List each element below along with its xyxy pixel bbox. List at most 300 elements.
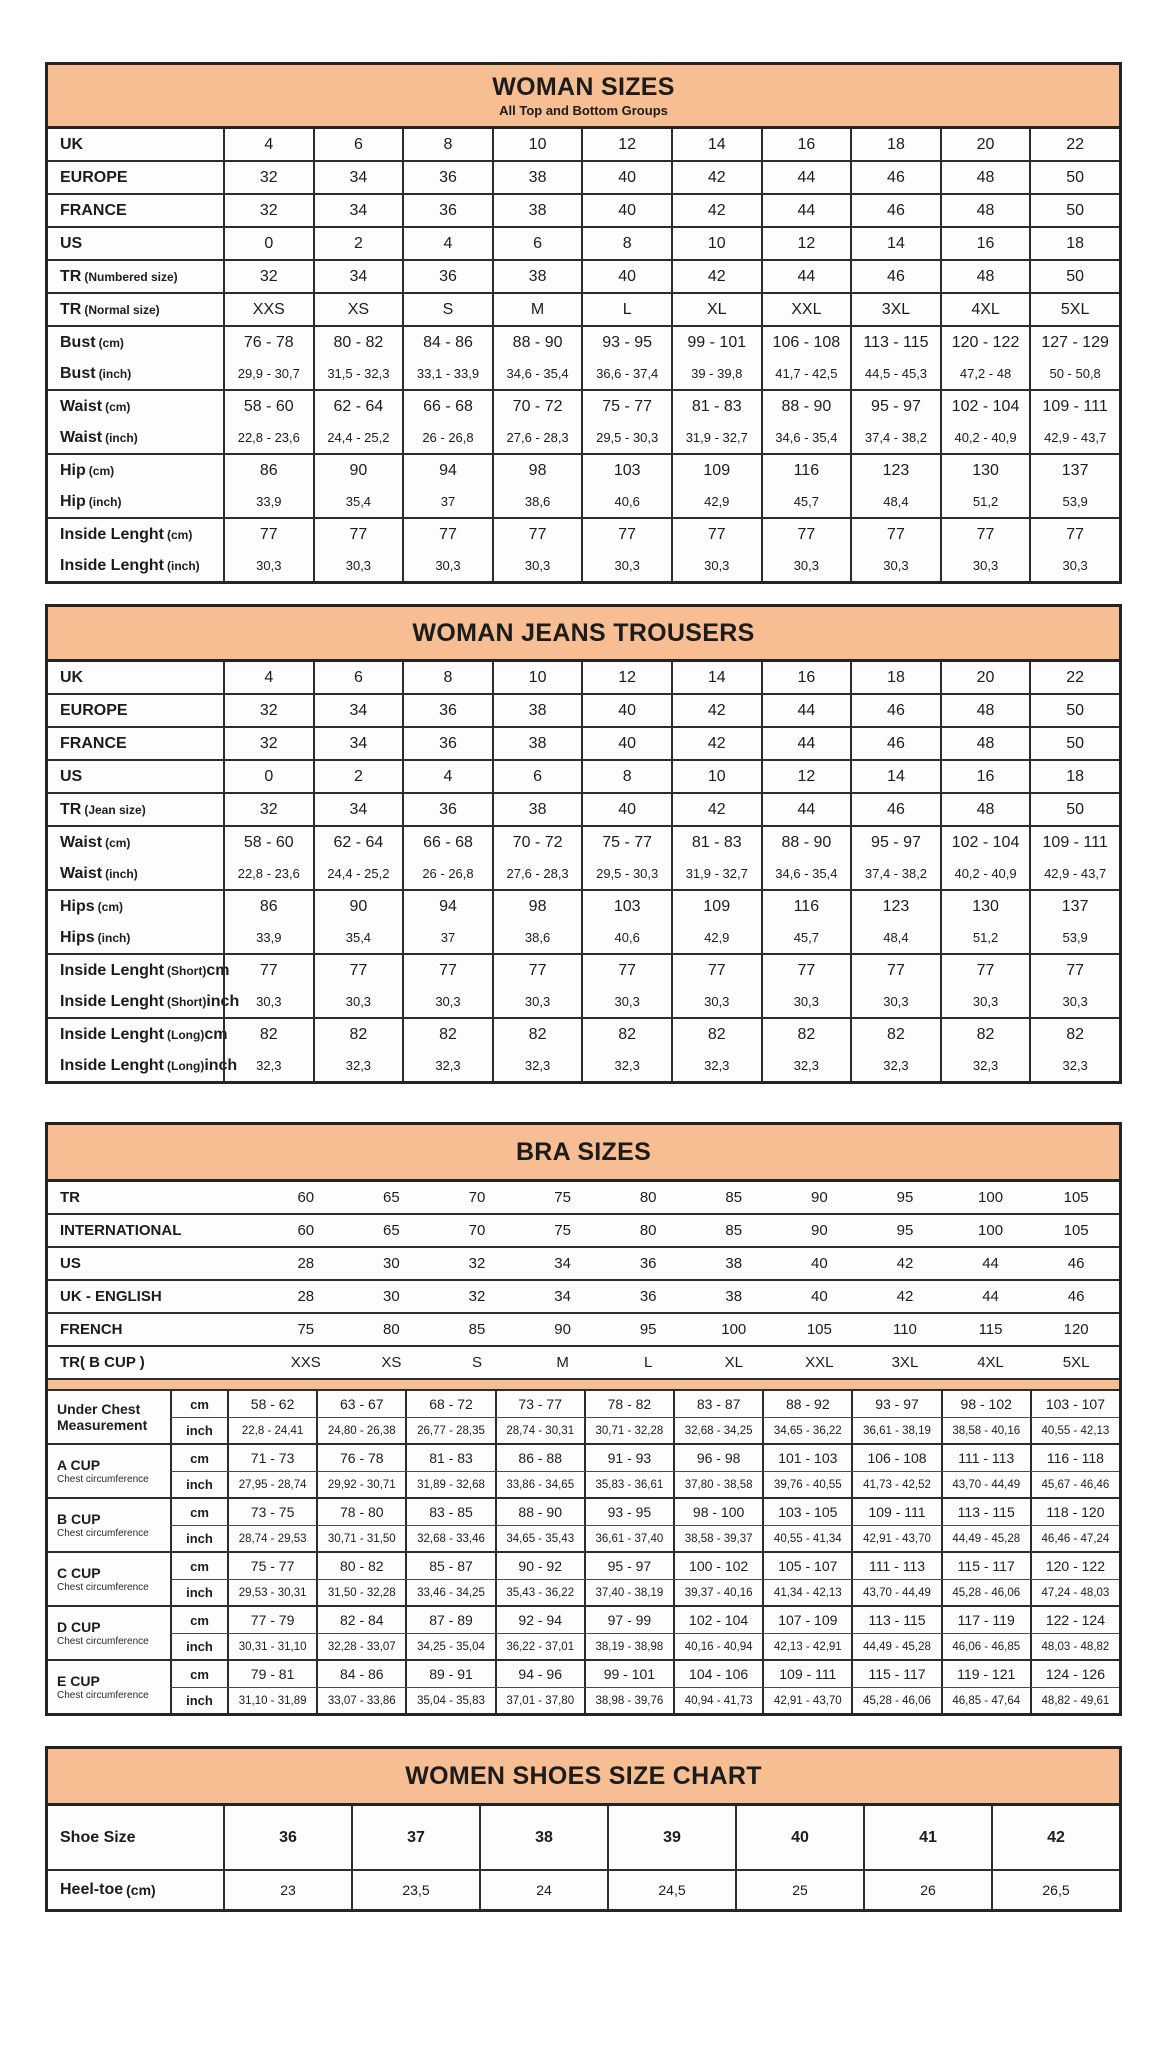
value-cell: 30,3 <box>1029 986 1119 1017</box>
row-label: US <box>60 234 83 252</box>
row-label: Hips (cm) <box>60 897 124 915</box>
value-cell: 4 <box>223 662 313 693</box>
value-cell: 53,9 <box>1029 486 1119 517</box>
value-cell: 124 - 126 <box>1030 1661 1119 1687</box>
value-cell: 82 <box>671 1019 761 1050</box>
value-cell: 16 <box>940 761 1030 792</box>
value-cell: 46,46 - 47,24 <box>1030 1526 1119 1551</box>
value-cell: 77 <box>940 519 1030 550</box>
row-group <box>48 389 1119 453</box>
value-cell: 46,85 - 47,64 <box>941 1688 1030 1713</box>
table-row <box>170 1633 1119 1659</box>
row-group <box>48 693 1119 726</box>
row-group <box>48 759 1119 792</box>
value-cell: 90 - 92 <box>495 1553 584 1579</box>
value-cell: 32,3 <box>1029 1050 1119 1081</box>
value-cell: 39 <box>607 1806 735 1869</box>
value-cell: 3XL <box>850 294 940 325</box>
value-cell: 30,3 <box>850 986 940 1017</box>
value-cell: 103 - 107 <box>1030 1391 1119 1417</box>
value-cell: 77 <box>761 955 851 986</box>
value-cell: 30,71 - 32,28 <box>584 1418 673 1443</box>
row-label: Hip (cm) <box>60 461 115 479</box>
value-cell: 22,8 - 23,6 <box>223 422 313 453</box>
value-cell: 42 <box>896 1288 914 1305</box>
value-cell: 10 <box>671 228 761 259</box>
value-cell: 83 - 85 <box>405 1499 494 1525</box>
value-cell: 36,6 - 37,4 <box>581 358 671 389</box>
value-cell: 30,3 <box>223 986 313 1017</box>
value-cell: 39,76 - 40,55 <box>762 1472 851 1497</box>
value-cell: 62 - 64 <box>313 827 403 858</box>
value-cell: 86 <box>223 455 313 486</box>
value-cell: 30,3 <box>1029 550 1119 581</box>
value-cell: 95 - 97 <box>584 1553 673 1579</box>
unit-label: inch <box>170 1418 227 1443</box>
value-cell: 123 <box>850 891 940 922</box>
value-cell: 84 - 86 <box>316 1661 405 1687</box>
value-cell: 24,4 - 25,2 <box>313 858 403 889</box>
value-cell: 50 <box>1029 162 1119 193</box>
value-cell: 77 <box>402 519 492 550</box>
value-cell: 82 <box>313 1019 403 1050</box>
value-cell: 41,73 - 42,52 <box>851 1472 940 1497</box>
value-cell: 34 <box>313 261 403 292</box>
row-group <box>48 325 1119 389</box>
value-cell: 50 <box>1029 695 1119 726</box>
row-label: Heel-toe (cm) <box>60 1881 156 1898</box>
value-cell: 77 <box>313 955 403 986</box>
table-row <box>48 358 1119 389</box>
row-label: TR <box>60 1189 80 1206</box>
row-label: Waist (inch) <box>60 864 138 882</box>
value-cell: 85 <box>725 1222 743 1239</box>
row-label: Waist (inch) <box>60 428 138 446</box>
table-row <box>48 1182 1119 1213</box>
value-cell: 40 <box>581 794 671 825</box>
value-cell: L <box>581 294 671 325</box>
value-cell: 36 <box>639 1288 657 1305</box>
value-cell: 103 <box>581 455 671 486</box>
value-cell: 82 <box>1029 1019 1119 1050</box>
value-cell: 33,9 <box>223 922 313 953</box>
value-cell: 38 <box>492 162 582 193</box>
value-cell: 34,25 - 35,04 <box>405 1634 494 1659</box>
value-cell: 42,13 - 42,91 <box>762 1634 851 1659</box>
value-cell: 119 - 121 <box>941 1661 1030 1687</box>
value-cell: 26 - 26,8 <box>402 858 492 889</box>
row-label: US <box>60 1255 81 1272</box>
value-cell: 30,3 <box>492 550 582 581</box>
table-row <box>48 486 1119 517</box>
bra-sizes-title: BRA SIZES <box>515 1137 652 1166</box>
row-label: FRANCE <box>60 201 127 219</box>
value-cell: 90 <box>313 455 403 486</box>
value-cell: 34,65 - 35,43 <box>495 1526 584 1551</box>
row-label: Shoe Size <box>60 1828 136 1846</box>
value-cell: 26 <box>863 1871 991 1909</box>
value-cell: 23 <box>223 1871 351 1909</box>
value-cell: 24 <box>479 1871 607 1909</box>
value-cell: 30,3 <box>581 550 671 581</box>
value-cell: 86 - 88 <box>495 1445 584 1471</box>
value-cell: 75 - 77 <box>581 391 671 422</box>
value-cell: 77 <box>223 519 313 550</box>
value-cell: 48,82 - 49,61 <box>1030 1688 1119 1713</box>
value-cell: 16 <box>940 228 1030 259</box>
table-row <box>170 1607 1119 1633</box>
row-label: UK <box>60 135 84 153</box>
value-cell: 46 <box>1067 1288 1085 1305</box>
value-cell: 115 - 117 <box>941 1553 1030 1579</box>
value-cell: 16 <box>761 662 851 693</box>
value-cell: 51,2 <box>940 486 1030 517</box>
value-cell: 37 <box>402 922 492 953</box>
row-group <box>48 1659 1119 1713</box>
value-cell: 37,4 - 38,2 <box>850 422 940 453</box>
value-cell: 22 <box>1029 129 1119 160</box>
value-cell: 4 <box>402 761 492 792</box>
row-group <box>48 1345 1119 1378</box>
value-cell: 48 <box>940 195 1030 226</box>
value-cell: 46 <box>850 261 940 292</box>
value-cell: 137 <box>1029 455 1119 486</box>
value-cell: 109 <box>671 455 761 486</box>
row-label: UK - ENGLISH <box>60 1288 162 1305</box>
value-cell: 46 <box>850 195 940 226</box>
row-group <box>48 193 1119 226</box>
value-cell: 88 - 90 <box>761 391 851 422</box>
group-label: E CUP Chest circumference <box>57 1672 149 1702</box>
value-cell: 4 <box>223 129 313 160</box>
value-cell: 45,28 - 46,06 <box>851 1688 940 1713</box>
value-cell: 77 <box>671 519 761 550</box>
value-cell: 43,70 - 44,49 <box>941 1472 1030 1497</box>
value-cell: 76 - 78 <box>316 1445 405 1471</box>
value-cell: 36 <box>402 794 492 825</box>
value-cell: 41,7 - 42,5 <box>761 358 851 389</box>
value-cell: 130 <box>940 891 1030 922</box>
value-cell: 50 - 50,8 <box>1029 358 1119 389</box>
value-cell: 10 <box>492 129 582 160</box>
row-label: Bust (inch) <box>60 364 132 382</box>
value-cell: 44,49 - 45,28 <box>851 1634 940 1659</box>
row-group <box>48 792 1119 825</box>
value-cell: 32,3 <box>581 1050 671 1081</box>
value-cell: 29,53 - 30,31 <box>227 1580 316 1605</box>
table-row <box>48 162 1119 193</box>
value-cell: 30,3 <box>940 550 1030 581</box>
value-cell: 62 - 64 <box>313 391 403 422</box>
bra-sizes-upper-body <box>48 1182 1119 1378</box>
woman-jeans-title: WOMAN JEANS TROUSERS <box>412 618 755 647</box>
value-cell: 40 <box>581 162 671 193</box>
value-cell: 95 <box>896 1222 914 1239</box>
women-shoes-table <box>45 1746 1122 1912</box>
women-shoes-title: WOMEN SHOES SIZE CHART <box>405 1761 762 1790</box>
value-cell: M <box>556 1354 569 1371</box>
value-cell: 91 - 93 <box>584 1445 673 1471</box>
value-cell: 113 - 115 <box>850 327 940 358</box>
value-cell: 94 - 96 <box>495 1661 584 1687</box>
value-cell: 37,40 - 38,19 <box>584 1580 673 1605</box>
row-label: UK <box>60 668 84 686</box>
group-label: Under Chest Measurement <box>57 1400 148 1433</box>
value-cell: 32,3 <box>671 1050 761 1081</box>
value-cell: 115 <box>978 1321 1003 1338</box>
value-cell: 38 <box>492 728 582 759</box>
unit-label: inch <box>170 1526 227 1551</box>
value-cell: 77 <box>223 955 313 986</box>
value-cell: 36 <box>402 728 492 759</box>
value-cell: 32 <box>223 728 313 759</box>
value-cell: 70 - 72 <box>492 391 582 422</box>
unit-label: inch <box>170 1472 227 1497</box>
value-cell: 32 <box>223 261 313 292</box>
value-cell: 87 - 89 <box>405 1607 494 1633</box>
value-cell: 40,6 <box>581 922 671 953</box>
value-cell: 70 <box>468 1222 486 1239</box>
value-cell: 34 <box>313 794 403 825</box>
value-cell: 34,6 - 35,4 <box>492 358 582 389</box>
separator-band <box>48 1378 1119 1391</box>
value-cell: S <box>402 294 492 325</box>
value-cell: 130 <box>940 455 1030 486</box>
value-cell: 38,98 - 39,76 <box>584 1688 673 1713</box>
unit-label: cm <box>170 1391 227 1417</box>
value-cell: 35,4 <box>313 486 403 517</box>
value-cell: 85 <box>725 1189 743 1206</box>
value-cell: 103 <box>581 891 671 922</box>
row-group <box>48 453 1119 517</box>
value-cell: 18 <box>1029 761 1119 792</box>
value-cell: 75 <box>554 1189 571 1206</box>
bra-sizes-table <box>45 1122 1122 1716</box>
value-cell: 80 <box>639 1189 657 1206</box>
value-cell: 27,6 - 28,3 <box>492 858 582 889</box>
value-cell: 65 <box>383 1189 400 1206</box>
value-cell: 40 <box>581 195 671 226</box>
table-row <box>48 1806 1119 1869</box>
value-cell: 48,03 - 48,82 <box>1030 1634 1119 1659</box>
value-cell: 77 <box>313 519 403 550</box>
row-label: Inside Lenght (Short) inch <box>60 992 240 1010</box>
row-group <box>48 1246 1119 1279</box>
table-row <box>48 922 1119 953</box>
value-cell: 50 <box>1029 195 1119 226</box>
table-row <box>48 294 1119 325</box>
value-cell: 45,28 - 46,06 <box>941 1580 1030 1605</box>
value-cell: 44,49 - 45,28 <box>941 1526 1030 1551</box>
value-cell: 81 - 83 <box>405 1445 494 1471</box>
value-cell: 50 <box>1029 261 1119 292</box>
value-cell: 40 <box>735 1806 863 1869</box>
value-cell: 77 <box>850 955 940 986</box>
value-cell: 36 <box>402 195 492 226</box>
value-cell: 38 <box>492 794 582 825</box>
value-cell: 117 - 119 <box>941 1607 1030 1633</box>
value-cell: 38,19 - 38,98 <box>584 1634 673 1659</box>
value-cell: 32,3 <box>850 1050 940 1081</box>
table-row <box>170 1661 1119 1687</box>
value-cell: 34 <box>313 728 403 759</box>
value-cell: 10 <box>671 761 761 792</box>
value-cell: 35,4 <box>313 922 403 953</box>
value-cell: 44 <box>761 162 851 193</box>
value-cell: 37,4 - 38,2 <box>850 858 940 889</box>
value-cell: 60 <box>297 1189 315 1206</box>
value-cell: 42,9 - 43,7 <box>1029 422 1119 453</box>
table-row <box>48 827 1119 858</box>
value-cell: 36 <box>639 1255 657 1272</box>
value-cell: 77 <box>761 519 851 550</box>
value-cell: 77 <box>850 519 940 550</box>
value-cell: 95 - 97 <box>850 827 940 858</box>
row-group <box>48 726 1119 759</box>
table-row <box>48 1215 1119 1246</box>
value-cell: 44 <box>982 1288 999 1305</box>
value-cell: XXS <box>290 1354 321 1371</box>
value-cell: XL <box>724 1354 743 1371</box>
woman-sizes-header <box>48 65 1119 129</box>
value-cell: 3XL <box>891 1354 919 1371</box>
value-cell: 30 <box>383 1288 400 1305</box>
table-row <box>48 391 1119 422</box>
value-cell: 84 - 86 <box>402 327 492 358</box>
woman-sizes-table <box>45 62 1122 584</box>
value-cell: 102 - 104 <box>673 1607 762 1633</box>
table-row <box>48 662 1119 693</box>
value-cell: 20 <box>940 129 1030 160</box>
row-group <box>48 226 1119 259</box>
value-cell: 75 <box>297 1321 315 1338</box>
value-cell: 32 <box>223 162 313 193</box>
table-row <box>48 695 1119 726</box>
value-cell: 51,2 <box>940 922 1030 953</box>
table-row <box>48 195 1119 226</box>
value-cell: 30,3 <box>850 550 940 581</box>
row-label: Inside Lenght (Long) inch <box>60 1056 238 1074</box>
value-cell: 25 <box>735 1871 863 1909</box>
woman-jeans-header <box>48 607 1119 662</box>
unit-label: cm <box>170 1445 227 1471</box>
value-cell: 12 <box>581 129 671 160</box>
value-cell: 81 - 83 <box>671 827 761 858</box>
value-cell: 95 - 97 <box>850 391 940 422</box>
value-cell: 32,3 <box>313 1050 403 1081</box>
value-cell: 31,9 - 32,7 <box>671 422 761 453</box>
value-cell: 24,5 <box>607 1871 735 1909</box>
value-cell: 34,6 - 35,4 <box>761 858 851 889</box>
value-cell: 116 <box>761 891 851 922</box>
value-cell: 50 <box>1029 794 1119 825</box>
value-cell: 82 <box>581 1019 671 1050</box>
value-cell: XXS <box>223 294 313 325</box>
value-cell: 18 <box>850 129 940 160</box>
row-label: US <box>60 767 83 785</box>
value-cell: 24,4 - 25,2 <box>313 422 403 453</box>
value-cell: 76 - 78 <box>223 327 313 358</box>
row-label: TR (Jean size) <box>60 800 146 818</box>
value-cell: 109 - 111 <box>1029 827 1119 858</box>
value-cell: 115 - 117 <box>851 1661 940 1687</box>
value-cell: 79 - 81 <box>227 1661 316 1687</box>
value-cell: 89 - 91 <box>405 1661 494 1687</box>
value-cell: 44 <box>761 261 851 292</box>
value-cell: 99 - 101 <box>671 327 761 358</box>
unit-label: cm <box>170 1607 227 1633</box>
row-label: Bust (cm) <box>60 333 124 351</box>
value-cell: 33,1 - 33,9 <box>402 358 492 389</box>
value-cell: 88 - 92 <box>762 1391 851 1417</box>
value-cell: 46 <box>1067 1255 1085 1272</box>
value-cell: 98 - 100 <box>673 1499 762 1525</box>
women-shoes-header <box>48 1749 1119 1806</box>
table-row <box>48 955 1119 986</box>
value-cell: 48 <box>940 162 1030 193</box>
value-cell: 46 <box>850 162 940 193</box>
value-cell: 29,9 - 30,7 <box>223 358 313 389</box>
value-cell: 31,5 - 32,3 <box>313 358 403 389</box>
table-row <box>48 761 1119 792</box>
row-group <box>48 1497 1119 1551</box>
table-row <box>48 1050 1119 1081</box>
value-cell: 32,3 <box>761 1050 851 1081</box>
value-cell: 47,2 - 48 <box>940 358 1030 389</box>
table-row <box>48 1871 1119 1909</box>
unit-label: inch <box>170 1688 227 1713</box>
value-cell: 77 <box>581 519 671 550</box>
value-cell: 48 <box>940 261 1030 292</box>
table-row <box>48 1347 1119 1378</box>
table-row <box>48 422 1119 453</box>
value-cell: 63 - 67 <box>316 1391 405 1417</box>
woman-sizes-body <box>48 129 1119 581</box>
value-cell: 5XL <box>1029 294 1119 325</box>
value-cell: 44 <box>761 195 851 226</box>
value-cell: 80 - 82 <box>313 327 403 358</box>
value-cell: 46 <box>850 695 940 726</box>
value-cell: 28,74 - 30,31 <box>495 1418 584 1443</box>
value-cell: 35,43 - 36,22 <box>495 1580 584 1605</box>
value-cell: 40,55 - 42,13 <box>1030 1418 1119 1443</box>
value-cell: 8 <box>402 129 492 160</box>
value-cell: 37,01 - 37,80 <box>495 1688 584 1713</box>
value-cell: 6 <box>492 228 582 259</box>
value-cell: 80 <box>383 1321 400 1338</box>
value-cell: 12 <box>761 761 851 792</box>
value-cell: 30,3 <box>761 550 851 581</box>
value-cell: 82 - 84 <box>316 1607 405 1633</box>
value-cell: 118 - 120 <box>1030 1499 1119 1525</box>
value-cell: 40,16 - 40,94 <box>673 1634 762 1659</box>
value-cell: 31,9 - 32,7 <box>671 858 761 889</box>
value-cell: 28 <box>297 1255 315 1272</box>
value-cell: 107 - 109 <box>762 1607 851 1633</box>
table-row <box>48 1281 1119 1312</box>
value-cell: 36 <box>402 261 492 292</box>
value-cell: 77 <box>1029 955 1119 986</box>
value-cell: 18 <box>850 662 940 693</box>
value-cell: 105 <box>1063 1189 1089 1206</box>
row-group <box>48 1182 1119 1213</box>
table-row <box>48 455 1119 486</box>
value-cell: XS <box>313 294 403 325</box>
row-label: Hip (inch) <box>60 492 122 510</box>
group-label: C CUP Chest circumference <box>57 1564 149 1594</box>
value-cell: 34 <box>313 195 403 226</box>
row-group <box>48 1391 1119 1443</box>
